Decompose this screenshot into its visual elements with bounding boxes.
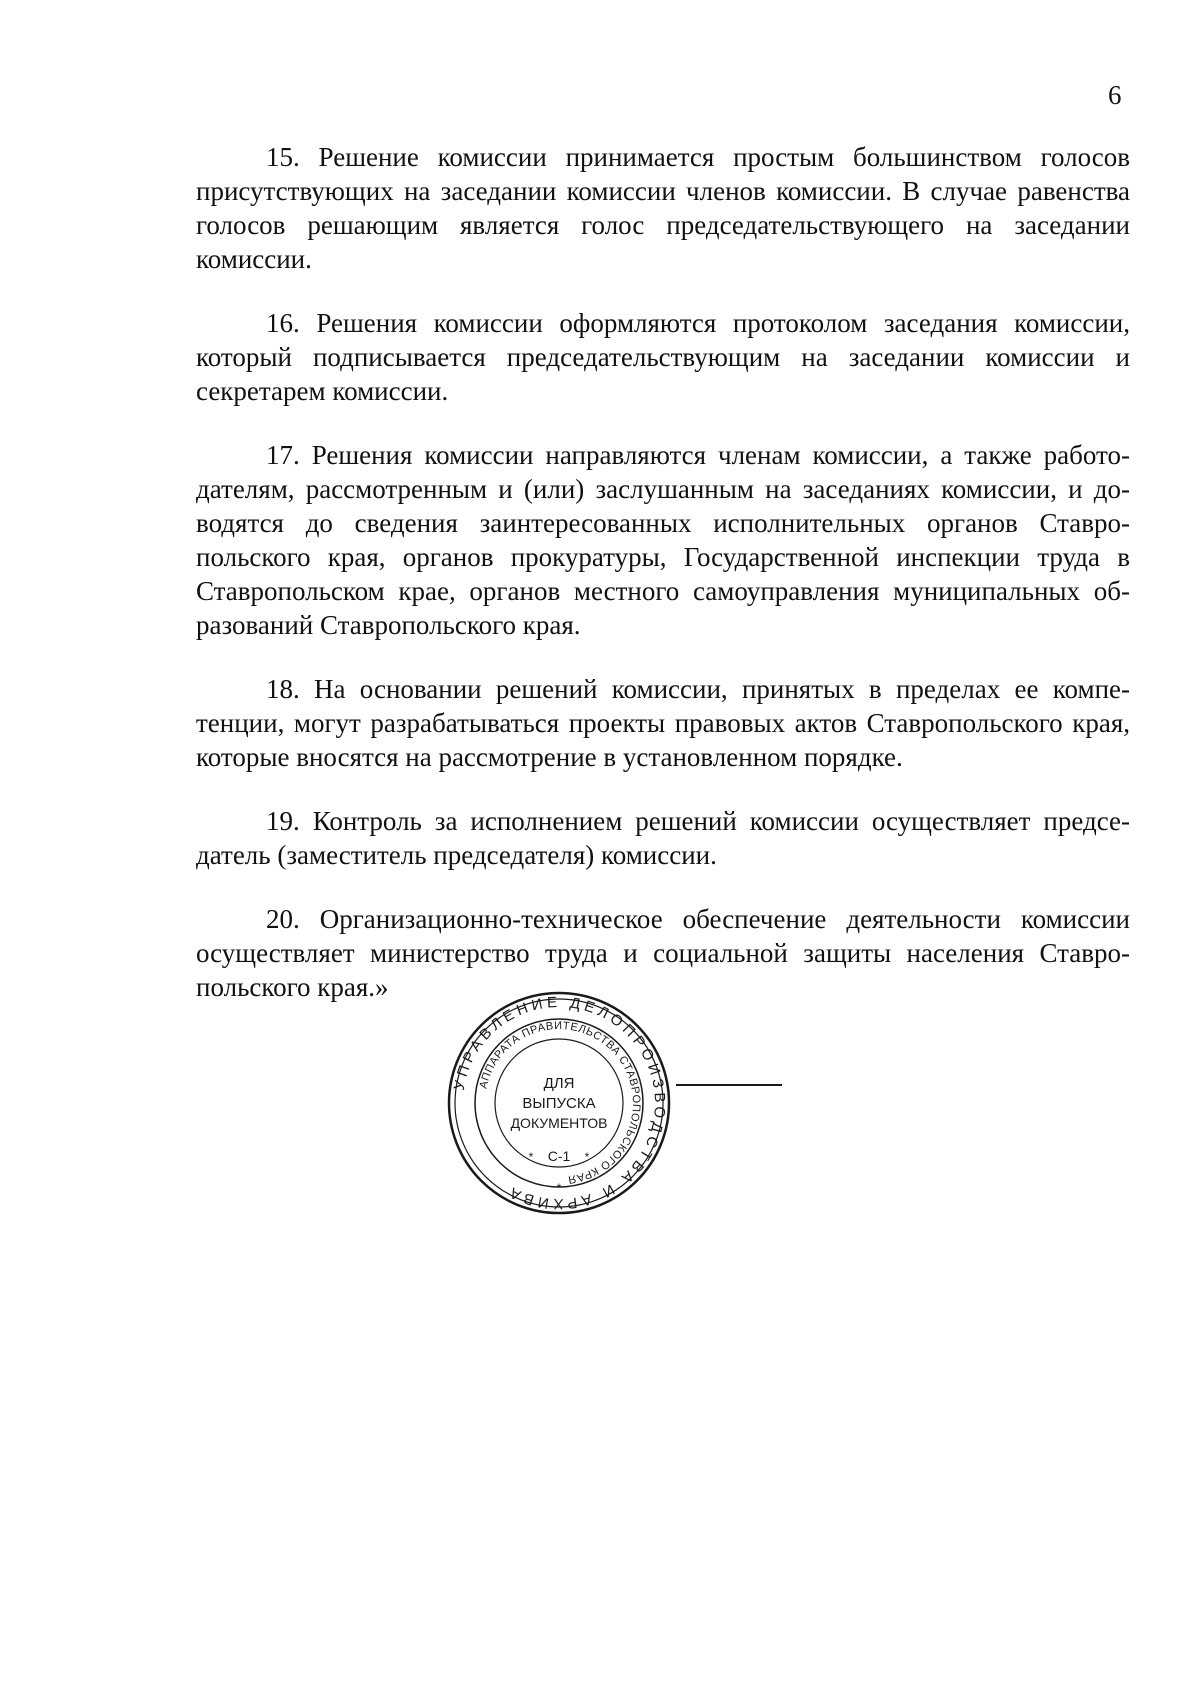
paragraph-18 bbox=[196, 672, 1130, 774]
stamp-star-right-icon: * bbox=[584, 1150, 590, 1164]
stamp-inner-ring-text: АППАРАТА ПРАВИТЕЛЬСТВА СТАВРОПОЛЬСКОГО КРАЯ bbox=[477, 1019, 643, 1186]
paragraph-15 bbox=[196, 140, 1130, 276]
paragraph-17 bbox=[196, 438, 1130, 642]
stamp-outer-ring-text: УПРАВЛЕНИЕ ДЕЛОПРОИЗВОДСТВА И АРХИВА bbox=[450, 993, 669, 1213]
paragraph-number: 16. bbox=[266, 308, 300, 338]
page-number: 6 bbox=[1108, 80, 1122, 110]
stamp-code: С-1 bbox=[547, 1148, 571, 1164]
paragraph-text: На основании решений комиссии, принятых в пределах ее компетенции, могут разрабатываться проекты правовых актов Ставропольского края, которые вносятся на рассмотрение в установленном порядке. bbox=[196, 674, 1130, 772]
stamp-center-line-1: ДЛЯ bbox=[543, 1075, 575, 1092]
stamp-seal-graphic bbox=[444, 988, 674, 1218]
signature-line bbox=[676, 1084, 782, 1086]
paragraph-number: 18. bbox=[266, 674, 300, 704]
document-body bbox=[196, 140, 1130, 1034]
paragraph-16 bbox=[196, 306, 1130, 408]
paragraph-number: 19. bbox=[266, 806, 300, 836]
official-stamp bbox=[444, 988, 674, 1218]
paragraph-number: 20. bbox=[266, 904, 300, 934]
paragraph-number: 17. bbox=[266, 440, 300, 470]
stamp-star-bottom-icon: * bbox=[556, 1181, 562, 1195]
paragraph-text: Решения комиссии направляются членам комиссии, а также работодателям, рассмотренным и (или) заслушанным на заседаниях комиссии, и доводятся до сведения заинтересованных исполнительных органов Ставропольского края, органов прокуратуры, Государственной инспекции труда в Ставропольском крае, органов местного самоуправления муниципальных образований Ставропольского края. bbox=[196, 440, 1130, 640]
paragraph-text: Решение комиссии принимается простым большинством голосов присутствующих на заседании комиссии членов комиссии. В случае равенства голосов решающим является голос председательствующего на заседании комиссии. bbox=[196, 142, 1130, 274]
stamp-star-left-icon: * bbox=[528, 1150, 534, 1164]
paragraph-19 bbox=[196, 804, 1130, 872]
paragraph-text: Контроль за исполнением решений комиссии осуществляет председатель (заместитель председателя) комиссии. bbox=[196, 806, 1130, 870]
paragraph-number: 15. bbox=[266, 142, 300, 172]
stamp-center-line-2: ВЫПУСКА bbox=[522, 1095, 596, 1112]
paragraph-text: Решения комиссии оформляются протоколом заседания комиссии, который подписывается председательствующим на заседании комиссии и секретарем комиссии. bbox=[196, 308, 1130, 406]
stamp-center-line-3: ДОКУМЕНТОВ bbox=[510, 1115, 608, 1131]
paragraph-text: Организационно-техническое обеспечение деятельности комиссии осуществляет министерство труда и социальной защиты населения Ставропольского края.» bbox=[196, 904, 1130, 1002]
